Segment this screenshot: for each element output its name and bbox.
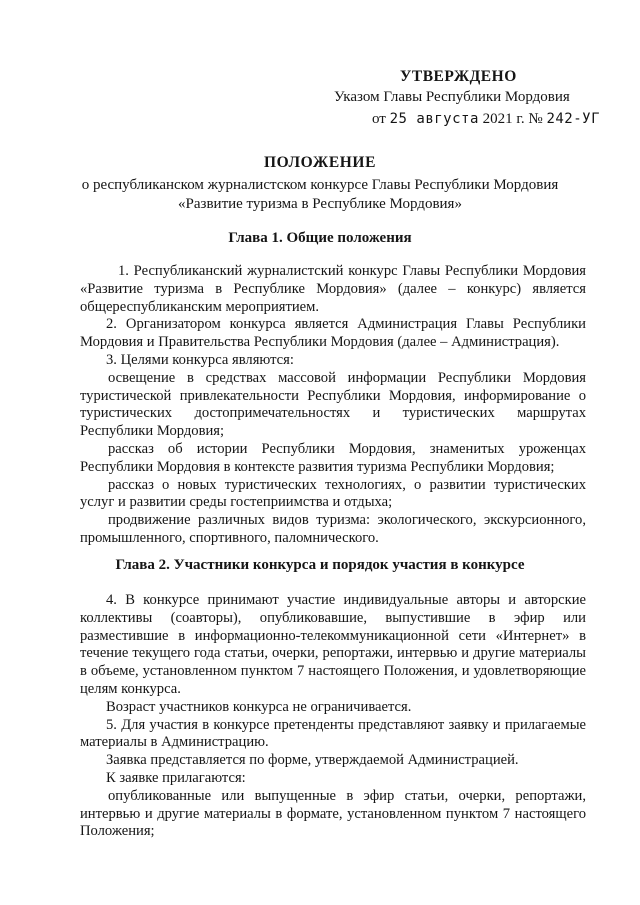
date-prefix: от: [372, 111, 386, 127]
paragraph: 4. В конкурсе принимают участие индивидуальные авторы и авторские коллективы (соавторы), опубликовавшие, выпустившие в эфир или разместившие в информационно-телекоммуникационной сети «Интернет» в течение текущего года статьи, очерки, репортажи, интервью и другие материалы в объеме, установленном пунктом 7 настоящего Положения, и удовлетворяющие целям конкурса.: [80, 592, 586, 697]
date-handwritten: 25 августа: [389, 111, 479, 127]
paragraph: рассказ о новых туристических технологиях, о развитии туристических услуг и развитии среды гостеприимства и отдыха;: [80, 476, 586, 511]
paragraph: 2. Организатором конкурса является Администрация Главы Республики Мордовия и Правительства Республики Мордовия (далее – Администрация).: [80, 316, 586, 351]
paragraph: освещение в средствах массовой информации Республики Мордовия туристической привлекательности Республики Мордовия, информирование о туристических достопримечательностях и туристических маршрутах Республики Мордовия;: [80, 369, 586, 440]
paragraph: Заявка представляется по форме, утверждаемой Администрацией.: [106, 752, 519, 769]
paragraph: 3. Целями конкурса являются:: [106, 351, 294, 368]
decree-line: Указом Главы Республики Мордовия: [334, 89, 570, 105]
document-subtitle: [0, 176, 640, 213]
chapter-2-heading: Глава 2. Участники конкурса и порядок участия в конкурсе: [115, 557, 525, 573]
subtitle-line: о республиканском журналистском конкурсе Главы Республики Мордовия: [81, 177, 559, 193]
paragraph: Возраст участников конкурса не ограничивается.: [106, 698, 412, 715]
chapter-1-body: [80, 263, 586, 548]
approved-title: УТВЕРЖДЕНО: [400, 68, 517, 85]
decree-date-line: [372, 111, 600, 128]
paragraph: 5. Для участия в конкурсе претенденты представляют заявку и прилагаемые материалы в Администрацию.: [80, 716, 586, 751]
chapter-2-body: [80, 592, 586, 841]
paragraph: продвижение различных видов туризма: экологического, экскурсионного, промышленного, спортивного, паломнического.: [80, 512, 586, 546]
chapter-1-heading: Глава 1. Общие положения: [228, 230, 412, 246]
decree-number: 242-УГ: [546, 111, 601, 127]
paragraph: опубликованные или выпущенные в эфир статьи, очерки, репортажи, интервью и другие материалы в формате, установленном пунктом 7 настоящего Положения;: [80, 787, 586, 840]
date-year: 2021 г. №: [482, 111, 543, 127]
document-title: ПОЛОЖЕНИЕ: [263, 154, 377, 171]
subtitle-line: «Развитие туризма в Республике Мордовия»: [178, 195, 462, 212]
paragraph: К заявке прилагаются:: [106, 769, 246, 786]
paragraph: 1. Республиканский журналистский конкурс Главы Республики Мордовия «Развитие туризма в Республике Мордовия» (далее – конкурс) является общереспубликанским мероприятием.: [80, 263, 586, 315]
paragraph: рассказ об истории Республики Мордовия, знаменитых уроженцах Республики Мордовия в контексте развития туризма Республики Мордовия;: [80, 440, 586, 475]
